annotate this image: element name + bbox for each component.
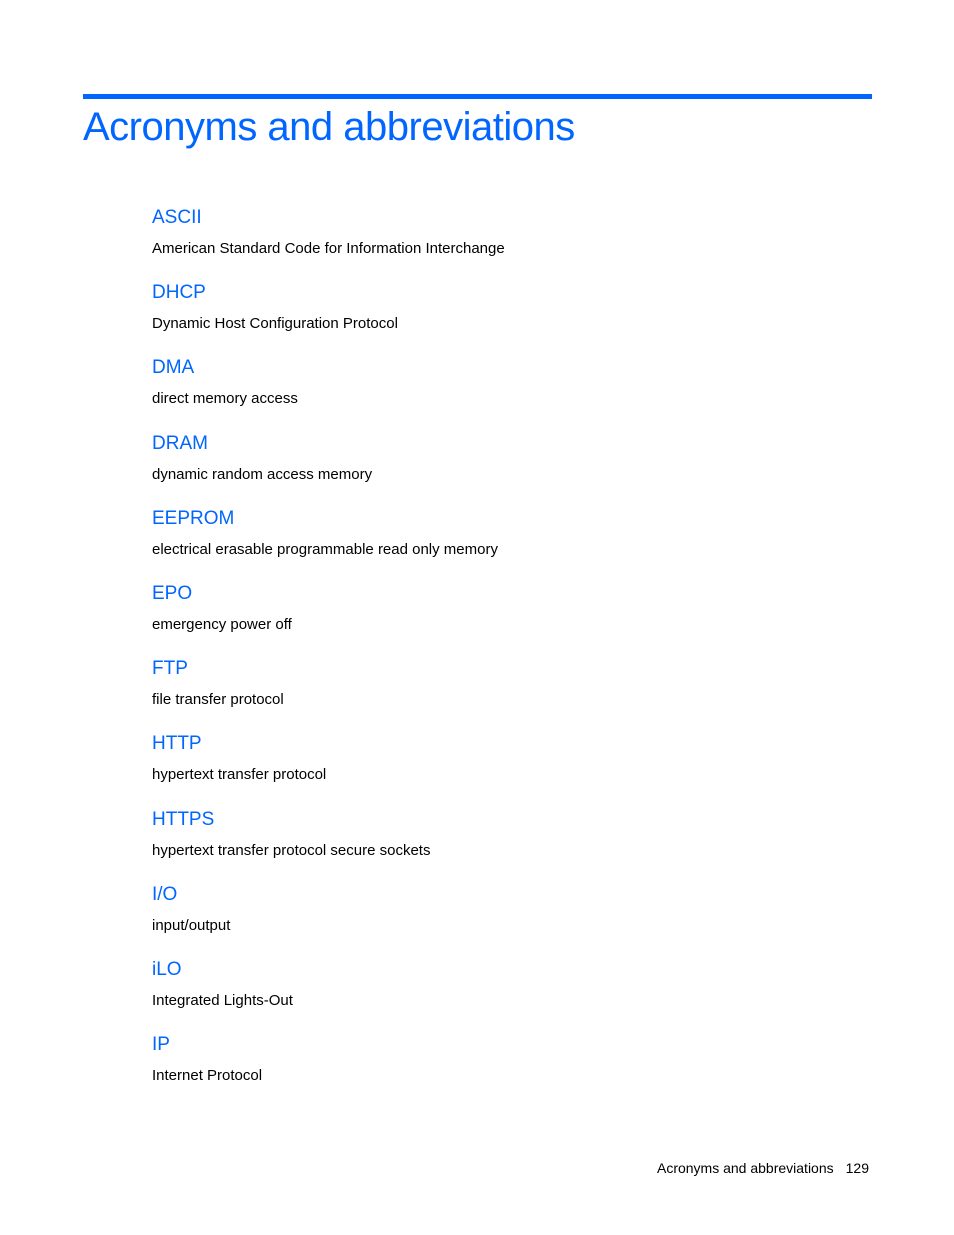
acronym-definition: Dynamic Host Configuration Protocol: [152, 315, 398, 333]
acronym-entry-dhcp: [152, 279, 852, 354]
acronym-term: IP: [152, 1034, 170, 1056]
acronym-definition: hypertext transfer protocol: [152, 766, 327, 784]
acronym-definition: electrical erasable programmable read only memory: [152, 540, 498, 558]
acronym-entry-ip: [152, 1031, 852, 1106]
acronym-definition: dynamic random access memory: [152, 465, 373, 483]
page-title: Acronyms and abbreviations: [83, 105, 575, 149]
acronym-entry-https: [152, 806, 852, 881]
acronym-term: EPO: [152, 582, 193, 604]
acronym-definition: American Standard Code for Information Interchange: [152, 240, 505, 257]
page-number: 129: [845, 1160, 869, 1176]
acronym-definition: Internet Protocol: [152, 1067, 263, 1085]
acronym-term: I/O: [152, 883, 178, 905]
acronym-term: iLO: [152, 958, 182, 980]
footer-section-title: Acronyms and abbreviations: [656, 1160, 834, 1176]
acronym-term: ASCII: [152, 207, 202, 228]
acronym-entry-ilo: [152, 956, 852, 1031]
acronym-term: FTP: [152, 658, 188, 680]
acronym-term: DHCP: [152, 282, 206, 304]
acronym-entry-io: [152, 881, 852, 956]
acronym-definition: direct memory access: [152, 390, 298, 408]
acronym-definition: Integrated Lights-Out: [152, 991, 293, 1009]
acronym-term: DRAM: [152, 432, 208, 454]
acronym-definition: file transfer protocol: [152, 691, 284, 709]
title-rule: [83, 94, 872, 99]
acronym-entry-eeprom: [152, 505, 852, 580]
acronym-entry-dram: [152, 430, 852, 505]
acronym-definition: input/output: [152, 916, 231, 934]
acronym-term: HTTPS: [152, 808, 215, 830]
acronym-entry-http: [152, 730, 852, 805]
acronym-list: [152, 204, 852, 1106]
page-footer: [657, 1158, 869, 1178]
acronym-term: EEPROM: [152, 507, 235, 529]
acronym-definition: emergency power off: [152, 615, 292, 633]
acronym-entry-dma: [152, 354, 852, 429]
acronym-entry-ascii: [152, 204, 852, 279]
acronym-definition: hypertext transfer protocol secure sockets: [152, 841, 431, 859]
acronym-entry-epo: [152, 580, 852, 655]
acronym-term: HTTP: [152, 733, 202, 755]
acronym-term: DMA: [152, 357, 195, 379]
acronym-entry-ftp: [152, 655, 852, 730]
